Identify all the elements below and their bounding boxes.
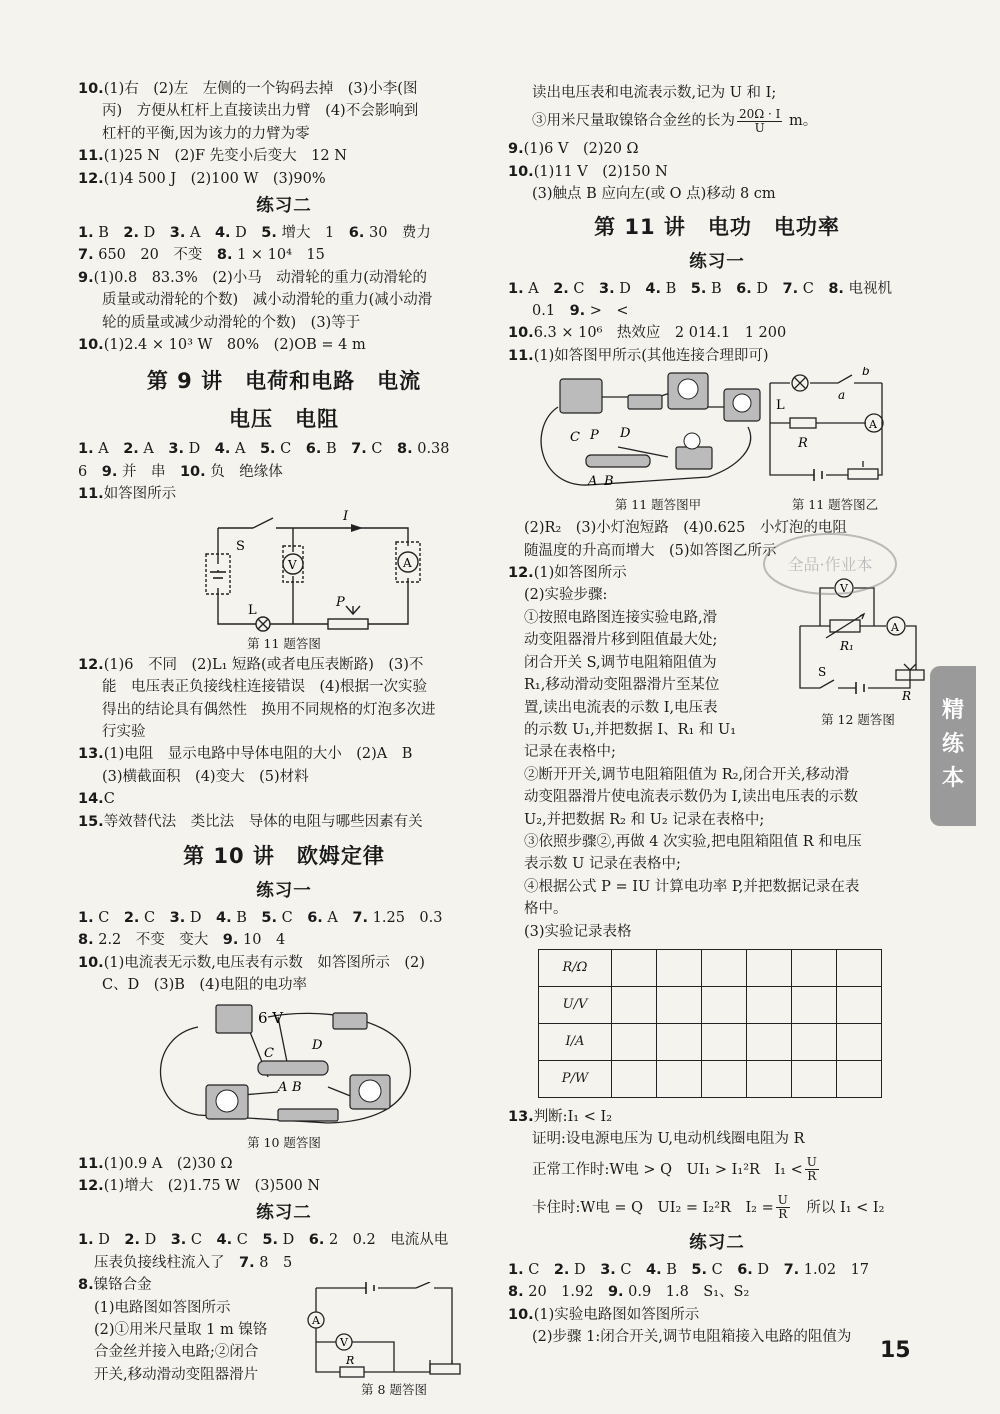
slider-label: P — [336, 594, 345, 610]
answer-line: 得出的结论具有偶然性 换用不同规格的灯泡多次进 — [102, 701, 436, 718]
answer-line: 11.(1)如答图甲所示(其他连接合理即可) — [508, 347, 769, 364]
answer-line: 10.(1)右 (2)左 左侧的一个钩码去掉 (3)小李(图 — [78, 81, 418, 97]
fraction: $\frac{20\Omega \cdot I}{U}$ — [739, 106, 781, 135]
answer-line: R₁,移动滑动变阻器滑片至某位 — [524, 677, 720, 694]
lecture-title: 第 10 讲 欧姆定律 — [183, 843, 385, 868]
answer-line: 10.(1)电流表无示数,电压表有示数 如答图所示 (2) — [78, 954, 425, 971]
answer-line: 10.6.3 × 10⁶ 热效应 2 014.1 1 200 — [508, 325, 787, 342]
apparatus-drawing — [78, 997, 490, 1133]
section-title: 练习二 — [689, 1232, 745, 1253]
row-header: U/V — [539, 986, 612, 1023]
answer-line: 6 9. 并 串 10. 负 绝缘体 — [78, 463, 283, 480]
answer-line: 格中。 — [524, 901, 568, 918]
terminal-b-label: B — [604, 474, 614, 490]
answer-line: (1)电路图如答图所示 — [94, 1299, 231, 1316]
answer-line: 随温度的升高而增大 (5)如答图乙所示 — [524, 542, 777, 559]
lamp-label: L — [248, 602, 257, 618]
figure-caption: 第 8 题答图 — [361, 1381, 427, 1397]
answer-line: 动变阻器滑片移到阻值最大处; — [524, 632, 718, 649]
side-tab — [930, 666, 976, 826]
rheostat-label: R — [902, 689, 912, 704]
lamp-label: L — [776, 398, 785, 414]
answer-line: (2)①用米尺量取 1 m 镍铬 — [94, 1322, 268, 1338]
answer-line: 12.(1)6 不同 (2)L₁ 短路(或者电压表断路) (3)不 — [78, 656, 424, 673]
terminal-d-label: D — [620, 426, 631, 442]
row-header: P/W — [539, 1060, 612, 1097]
figure-q11-circuit — [78, 506, 490, 634]
answer-line: 13.判断:I₁ < I₂ — [508, 1108, 613, 1125]
answer-line: (3)横截面积 (4)变大 (5)材料 — [102, 768, 309, 785]
figure-q11a-apparatus — [508, 367, 926, 495]
answer-line: 1. B 2. D 3. A 4. D 5. 增大 1 6. 30 费力 — [78, 225, 431, 242]
figure-q10-apparatus — [78, 997, 490, 1133]
section-title: 练习二 — [256, 1203, 312, 1224]
answer-line: 压表负接线柱流入了 7. 8 5 — [94, 1254, 293, 1271]
answer-line: 合金丝并接入电路;②闭合 — [94, 1344, 259, 1361]
resistor-label: R — [346, 1353, 355, 1367]
terminal-c-label: C — [570, 430, 580, 446]
voltmeter-label: V — [840, 582, 848, 596]
answer-line: 丙) 方便从杠杆上直接读出力臂 (4)不会影响到 — [102, 103, 419, 120]
answer-line: (3)实验记录表格 — [524, 923, 632, 940]
answer-line: 15.等效替代法 类比法 导体的电阻与哪些因素有关 — [78, 813, 423, 830]
lecture-subtitle: 电压 电阻 — [229, 407, 339, 432]
answer-line: 闭合开关 S,调节电阻箱阻值为 — [524, 654, 717, 671]
voltmeter-label: V — [340, 1335, 348, 1349]
stamp-text: 全品·作业本 — [787, 555, 873, 574]
page-number: 15 — [880, 1338, 911, 1363]
current-label: I — [343, 508, 349, 524]
answer-line: 0.1 9. > < — [532, 303, 629, 320]
answer-line: 10.(1)实验电路图如答图所示 — [508, 1306, 700, 1323]
table-row — [539, 949, 882, 986]
answer-line: 8.镍铬合金 — [78, 1277, 152, 1294]
terminal-d-label: D — [312, 1037, 323, 1053]
section-title: 练习一 — [689, 251, 745, 272]
right-column — [508, 82, 926, 1348]
answer-line: ③依照步骤②,再做 4 次实验,把电阻箱阻值 R 和电压 — [524, 833, 862, 850]
answer-line: ④根据公式 P = IU 计算电功率 P,并把数据记录在表 — [524, 878, 860, 895]
switch-label: S — [236, 538, 245, 554]
answer-line: 9.(1)0.8 83.3% (2)小马 动滑轮的重力(动滑轮的 — [78, 269, 427, 286]
figure-caption: 第 11 题答图 — [247, 635, 321, 651]
answer-line: 12.(1)如答图所示 — [508, 565, 627, 582]
answer-line: 11.(1)25 N (2)F 先变小后变大 12 N — [78, 148, 347, 165]
side-tab-char: 本 — [941, 766, 964, 791]
side-tab-char: 练 — [941, 732, 964, 757]
ammeter-label: A — [403, 555, 412, 570]
answer-line: 12.(1)4 500 J (2)100 W (3)90% — [78, 170, 326, 187]
answer-line: 表示数 U 记录在表格中; — [524, 856, 681, 873]
figure-caption: 第 10 题答图 — [247, 1134, 321, 1150]
answer-line: 行实验 — [102, 723, 146, 740]
lecture-title: 第 9 讲 电荷和电路 电流 — [146, 369, 422, 394]
answer-line: 轮的质量或减少动滑轮的个数) (3)等于 — [102, 314, 361, 331]
fraction: $\frac{U}{R}$ — [806, 1155, 817, 1184]
row-header: I/A — [539, 1023, 612, 1060]
answer-line: 14.C — [78, 791, 115, 808]
answer-line: 9.(1)6 V (2)20 Ω — [508, 141, 639, 158]
answer-line: 11.如答图所示 — [78, 486, 177, 503]
figure-q8-circuit — [304, 1282, 484, 1400]
answer-line: 1. C 2. C 3. D 4. B 5. C 6. A 7. 1.25 0.3 — [78, 909, 443, 926]
answer-line: 记录在表格中; — [524, 744, 616, 761]
answer-line: 开关,移动滑动变阻器滑片 — [94, 1366, 259, 1383]
ammeter-label: A — [869, 418, 877, 432]
terminal-a-label: A — [588, 474, 598, 490]
answer-line: U₂,并把数据 R₂ 和 U₂ 记录在表格中; — [524, 811, 765, 828]
terminal-c-label: C — [264, 1045, 274, 1061]
answer-line: ③用米尺量取镍铬合金丝的长为 $\frac{20\Omega \cdot I}{U}$ m。 — [532, 106, 818, 135]
answer-line: 11.(1)0.9 A (2)30 Ω — [78, 1155, 233, 1172]
answer-line: 1. C 2. D 3. C 4. B 5. C 6. D 7. 1.02 17 — [508, 1261, 870, 1278]
figure-caption: 第 12 题答图 — [821, 712, 895, 728]
row-header: R/Ω — [539, 949, 612, 986]
contact-b-label: b — [862, 367, 870, 379]
answer-line: (2)步骤 1:闭合开关,调节电阻箱接入电路的阻值为 — [532, 1329, 852, 1345]
q8-block — [78, 1252, 490, 1397]
answer-line: 读出电压表和电流表示数,记为 U 和 I; — [532, 85, 777, 101]
answer-line: 能 电压表正负接线柱连接错误 (4)根据一次实验 — [102, 679, 428, 696]
table-row — [539, 1060, 882, 1097]
answer-line: 的示数 U₁,并把数据 I、R₁ 和 U₁ — [524, 721, 737, 738]
answer-line: 杠杆的平衡,因为该力的力臂为零 — [102, 125, 310, 142]
terminal-b-label: B — [292, 1079, 302, 1095]
answer-line: 置,读出电流表的示数 I,电压表 — [524, 699, 718, 716]
section-title: 练习二 — [256, 196, 312, 217]
answer-line: 1. A 2. C 3. D 4. B 5. B 6. D 7. C 8. 电视机 — [508, 280, 893, 297]
resistor-box-label: R₁ — [840, 639, 854, 654]
table-row — [539, 986, 882, 1023]
answer-line: 12.(1)增大 (2)1.75 W (3)500 N — [78, 1177, 321, 1194]
answer-line: 1. D 2. D 3. C 4. C 5. D 6. 2 0.2 电流从电 — [78, 1232, 449, 1249]
answer-line: (2)R₂ (3)小灯泡短路 (4)0.625 小灯泡的电阻 — [524, 520, 847, 537]
answer-line: 7. 650 20 不变 8. 1 × 10⁴ 15 — [78, 247, 325, 264]
voltmeter-label: V — [288, 557, 297, 572]
figure-caption: 第 11 题答图乙 — [791, 497, 879, 513]
answer-line: 质量或动滑轮的个数) 减小动滑轮的重力(减小动滑 — [102, 292, 433, 309]
figure-q11-pair — [508, 367, 926, 517]
answer-line: C、D (3)B (4)电阻的电功率 — [102, 977, 307, 994]
answer-line: 1. A 2. A 3. D 4. A 5. C 6. B 7. C 8. 0.38 — [78, 441, 450, 458]
answer-line: 动变阻器滑片使电流表示数仍为 I,读出电压表的示数 — [524, 789, 858, 806]
answer-line: (3)触点 B 应向左(或 O 点)移动 8 cm — [532, 186, 776, 203]
answer-line: 10.(1)11 V (2)150 N — [508, 163, 668, 180]
figure-q11b-circuit — [770, 375, 883, 479]
answer-line: (2)实验步骤: — [524, 587, 608, 604]
battery-voltage-label: 6 V — [258, 1008, 284, 1027]
figure-caption: 第 11 题答图甲 — [614, 497, 702, 513]
terminal-a-label: A — [278, 1079, 288, 1095]
record-table — [538, 949, 882, 1098]
ammeter-label: A — [891, 621, 899, 635]
answer-line: 10.(1)2.4 × 10³ W 80% (2)OB = 4 m — [78, 337, 366, 354]
answer-line: 卡住时:W电 = Q UI₂ = I₂²R I₂ = $\frac{U}{R}$ 所以 I₁ < I₂ — [532, 1193, 885, 1222]
answer-line: 8. 2.2 不变 变大 9. 10 4 — [78, 932, 286, 949]
resistor-label: R — [798, 436, 808, 452]
side-tab-char: 精 — [941, 698, 964, 723]
ammeter-label: A — [312, 1313, 320, 1327]
circuit-diagram — [304, 1282, 484, 1378]
lecture-title: 第 11 讲 电功 电功率 — [594, 214, 840, 239]
answer-line: ①按照电路图连接实验电路,滑 — [524, 609, 718, 626]
answer-line: 8. 20 1.92 9. 0.9 1.8 S₁、S₂ — [508, 1284, 750, 1301]
fraction: $\frac{U}{R}$ — [777, 1193, 788, 1222]
terminal-p-label: P — [590, 428, 599, 444]
switch-label: S — [818, 665, 827, 680]
answer-line: 正常工作时:W电 > Q UI₁ > I₁²R I₁ < $\frac{U}{R}$ — [532, 1155, 817, 1184]
left-column — [78, 78, 490, 1397]
circuit-diagram — [78, 506, 490, 634]
answer-line: ②断开开关,调节电阻箱阻值为 R₂,闭合开关,移动滑 — [524, 766, 850, 783]
answer-line: 证明:设电源电压为 U,电动机线圈电阻为 R — [532, 1131, 805, 1148]
contact-a-label: a — [838, 388, 846, 403]
table-row — [539, 1023, 882, 1060]
answer-line: 13.(1)电阻 显示电路中导体电阻的大小 (2)A B — [78, 746, 413, 763]
stamp-watermark — [760, 528, 900, 600]
section-title: 练习一 — [256, 880, 312, 901]
